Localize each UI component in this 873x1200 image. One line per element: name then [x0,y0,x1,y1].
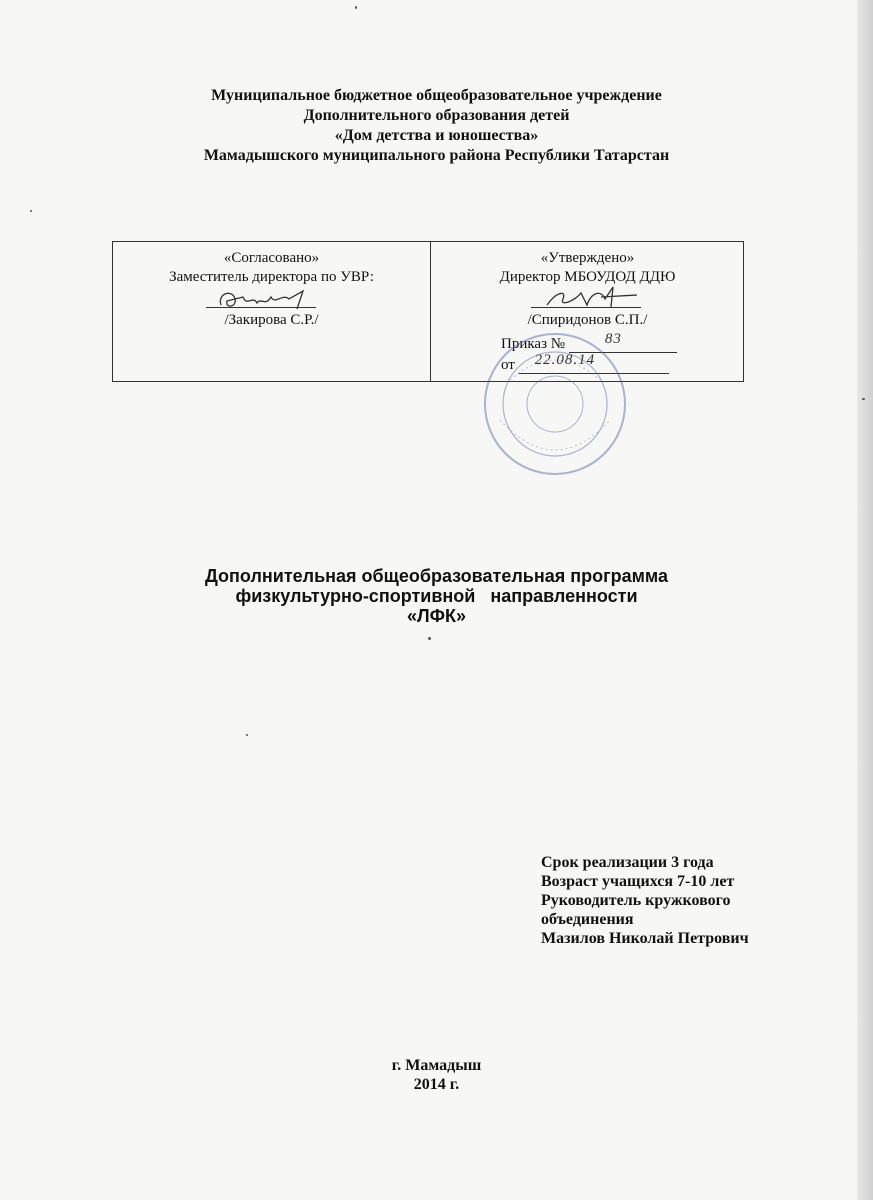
agreed-signature-row [113,287,430,311]
title-line-1: Дополнительная общеобразовательная программа [204,566,668,586]
footer-city: г. Мамадыш [391,1057,482,1074]
header-line-3: «Дом детства и юношества» [334,127,539,144]
footer-year: 2014 г. [413,1076,460,1093]
title-line-2: физкультурно-спортивной направленности [235,586,638,606]
approved-signature-icon [541,283,661,313]
paper-speck [30,210,32,212]
approved-signature-row [431,287,744,311]
agreed-name: /Закирова С.Р./ [224,312,319,328]
approval-table [112,241,744,382]
agreed-heading: «Согласовано» [223,250,320,266]
institution-header [0,86,873,166]
institution-stamp-icon [470,330,640,478]
date-value: 22.08.14 [534,352,596,368]
header-line-2: Дополнительного образования детей [303,107,570,124]
agreed-position: Заместитель директора по УВР: [169,269,374,285]
paper-speck [862,398,865,400]
order-label: Приказ № [501,336,566,352]
paper-speck [355,6,357,9]
info-age: Возраст учащихся 7-10 лет [541,873,735,890]
document-footer [0,1056,873,1094]
agreed-signature-icon [213,285,333,315]
paper-speck [428,637,431,640]
order-number: 83 [604,331,622,347]
info-leader-name: Мазилов Николай Петрович [541,930,749,947]
info-leader-label-1: Руководитель кружкового [541,892,731,909]
date-label: от [501,357,515,373]
program-info [541,853,791,948]
agreed-cell [113,249,430,330]
title-line-3: «ЛФК» [406,606,466,626]
approved-heading: «Утверждено» [540,250,635,266]
program-title [0,566,873,626]
approved-position: Директор МБОУДОД ДДЮ [499,269,676,285]
info-leader-label-2: объединения [541,911,634,928]
paper-speck [246,734,248,736]
info-term: Срок реализации 3 года [541,854,714,871]
header-line-4: Мамадышского муниципального района Республики Татарстан [203,147,670,164]
header-line-1: Муниципальное бюджетное общеобразовательное учреждение [211,87,662,104]
approved-cell [431,249,744,330]
approved-name: /Спиридонов С.П./ [527,312,648,328]
